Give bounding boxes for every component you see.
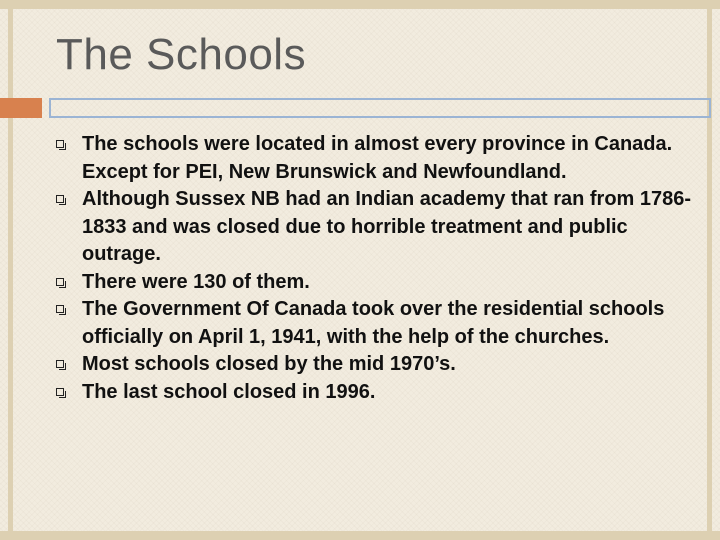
bullet-item <box>56 379 696 407</box>
bullet-item <box>56 186 696 269</box>
slide-title: The Schools <box>56 30 307 79</box>
bullet-text: Most schools closed by the mid 1970’s. <box>82 353 456 375</box>
title-accent-orange-block <box>0 98 42 118</box>
bullet-text: The last school closed in 1996. <box>82 380 376 403</box>
square-bullet-icon <box>56 388 64 396</box>
bullet-text: There were 130 of them. <box>82 270 310 293</box>
bullet-item <box>56 296 696 351</box>
square-bullet-icon <box>56 305 64 313</box>
bullet-item <box>56 351 696 379</box>
square-bullet-icon <box>56 278 64 286</box>
bullet-list <box>56 131 696 406</box>
bullet-text: The Government Of Canada took over the residential schools officially on April 1, 1941, with the help of the churches. <box>82 298 665 348</box>
square-bullet-icon <box>56 195 64 203</box>
bottom-border-band <box>0 531 720 540</box>
bullet-item <box>56 269 696 297</box>
bullet-item <box>56 131 696 186</box>
square-bullet-icon <box>56 360 64 368</box>
title-accent-blue-bar <box>49 98 711 118</box>
bullet-text: The schools were located in almost every province in Canada. Except for PEI, New Brunswick and Newfoundland. <box>82 133 673 183</box>
square-bullet-icon <box>56 140 64 148</box>
bullet-text: Although Sussex NB had an Indian academy that ran from 1786-1833 and was closed due to horrible treatment and public outrage. <box>82 188 692 265</box>
